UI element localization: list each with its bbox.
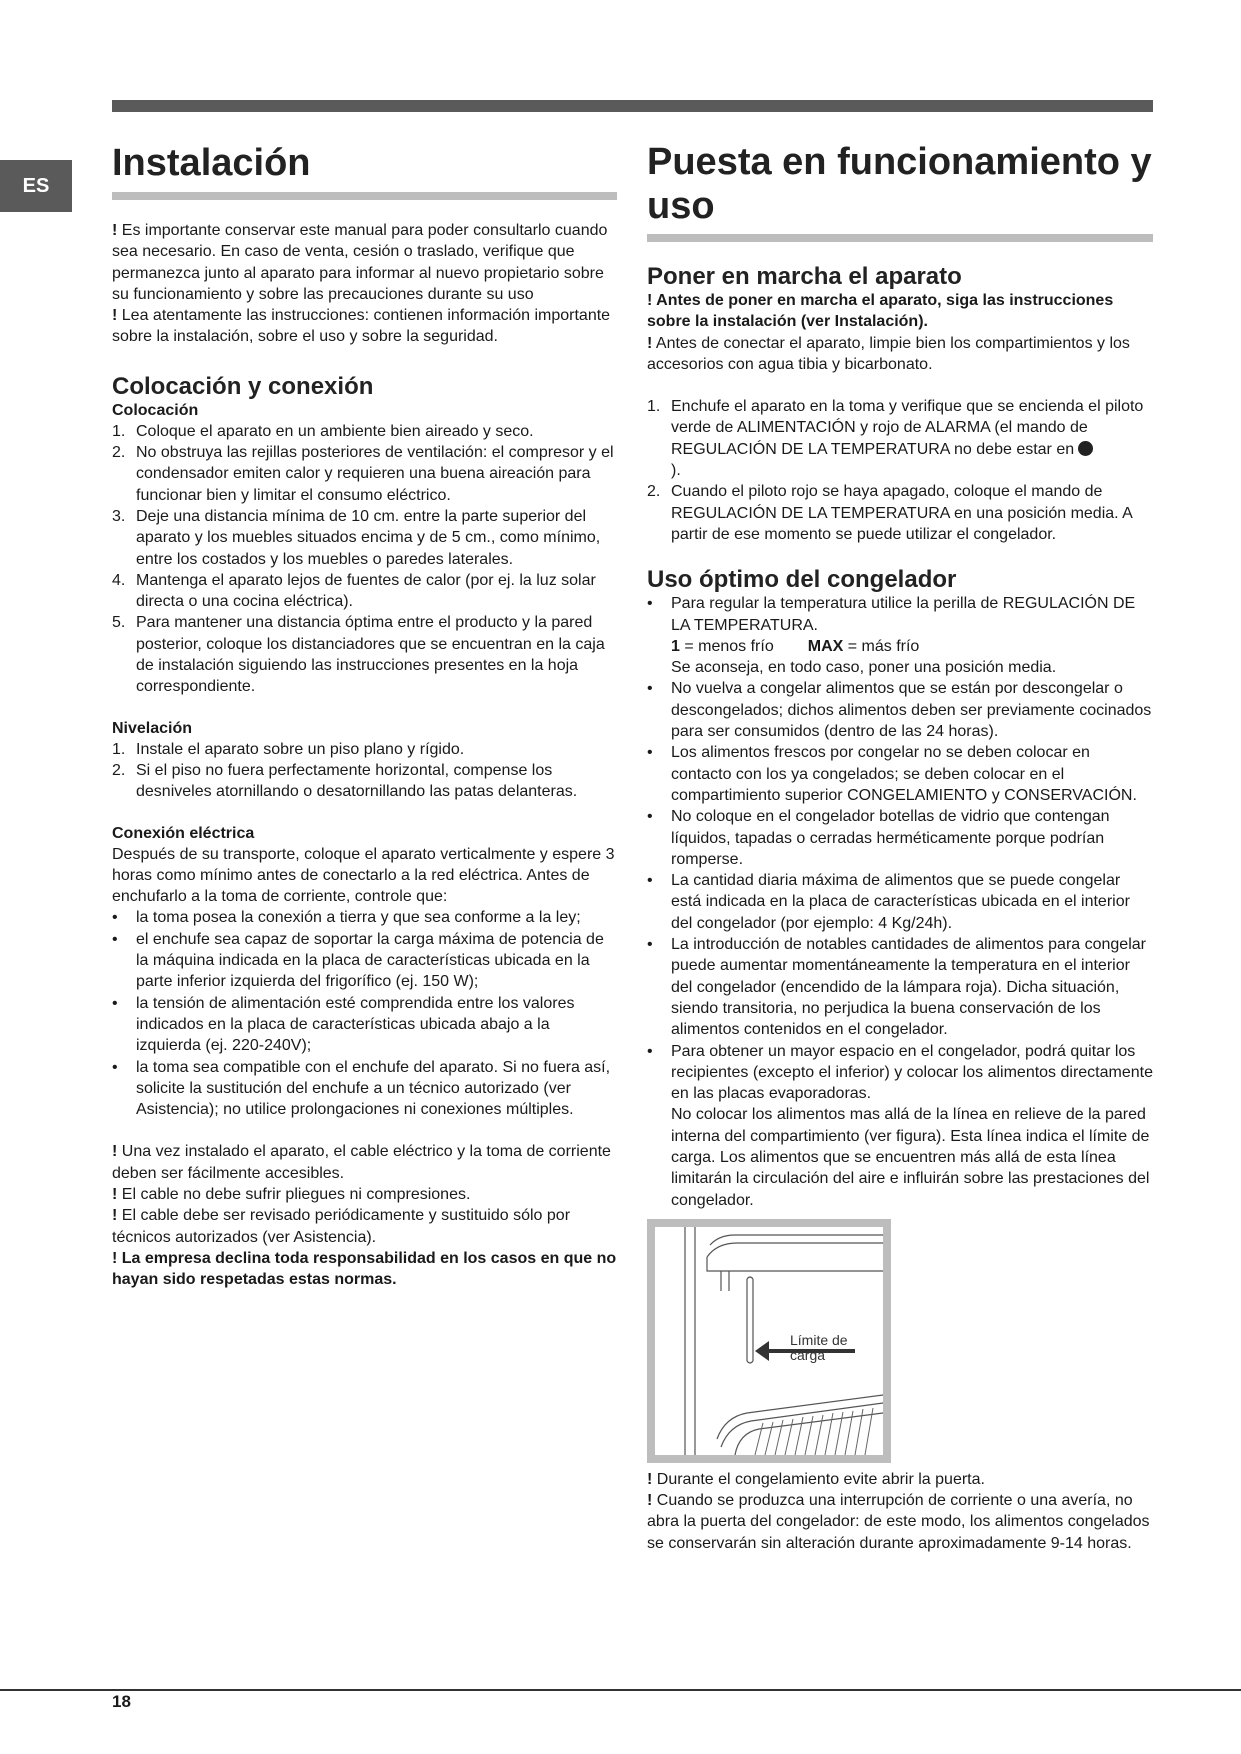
electric-paragraph: Después de su transporte, coloque el aparato verticalmente y espere 3 horas como mínimo antes de conectarlo a la red eléctrica. Antes de enchufarlo a la toma de corriente, controle que:: [112, 845, 615, 906]
freezer-use-list: [647, 593, 1153, 1211]
list-item: 1. Instale el aparato sobre un piso plano y rígido.: [112, 740, 465, 758]
leveling-subtitle: Nivelación: [112, 719, 193, 737]
after-figure-warnings: [647, 1469, 1153, 1554]
list-item: • la toma sea compatible con el enchufe del aparato. Si no fuera así, solicite la sustitución del enchufe a un técnico autorizado (ver Asistencia); no utilice prolongaciones ni conexiones múltiples.: [112, 1058, 611, 1119]
list-item: • el enchufe sea capaz de soportar la carga máxima de potencia de la máquina indicada en la placa de características ubicada en la parte inferior izquierda del frigorífico (ej. 150 W);: [112, 930, 604, 991]
top-rule: [112, 100, 1153, 112]
warnings-block: [112, 1141, 617, 1290]
operation-title: Puesta en funcionamiento y uso: [647, 141, 1152, 227]
list-item: • No vuelva a congelar alimentos que se están por descongelar o descongelados; dichos alimentos deben ser previamente cocinados para ser consumidos (dentro de las 24 horas).: [647, 680, 1152, 741]
electric-subtitle: Conexión eléctrica: [112, 824, 255, 842]
intro-paragraph: ! Es importante conservar este manual para poder consultarlo cuando sea necesario. En caso de venta, cesión o traslado, verifique que permanezca junto al aparato para informar al nuevo propietario sobre su funcionamiento y sobre las precauciones durante su uso: [112, 222, 608, 303]
warning-paragraph: ! El cable debe ser revisado periódicamente y sustituido sólo por técnicos autorizados (ver Asistencia).: [112, 1207, 571, 1246]
list-item: 2. Si el piso no fuera perfectamente horizontal, compense los desniveles atornillando o desatornillando las patas delanteras.: [112, 761, 578, 801]
warning-paragraph: ! Cuando se produzca una interrupción de corriente o una avería, no abra la puerta del congelador: de este modo, los alimentos congelados se conservarán sin alteración durante aproximadamente 9-14 horas.: [647, 1492, 1150, 1552]
list-item: • Para obtener un mayor espacio en el congelador, podrá quitar los recipientes (excepto el inferior) y colocar los alimentos directamente en las placas evaporadoras. No colocar los alimentos mas allá de la línea en relieve de la pared interna del compartimiento (ver figura). Esta línea indica el límite de carga. Los alimentos que se encuentren más allá de esta línea limitarán la circulación del aire e influirán sobre las prestaciones del congelador.: [647, 1042, 1153, 1209]
list-item: 2. Cuando el piloto rojo se haya apagado, coloque el mando de REGULACIÓN DE LA TEMPERATURA en una posición media. A partir de ese momento se puede utilizar el congelador.: [647, 483, 1132, 543]
page-number: 18: [112, 1692, 131, 1711]
list-item: • Los alimentos frescos por congelar no se deben colocar en contacto con los ya congelados; se deben colocar en el compartimiento superior CONGELAMIENTO y CONSERVACIÓN.: [647, 744, 1137, 804]
leveling-list: [112, 739, 617, 803]
start-bold-note: ! Antes de poner en marcha el aparato, siga las instrucciones sobre la instalación (ver Instalación).: [647, 292, 1114, 331]
warning-paragraph: ! Durante el congelamiento evite abrir la puerta.: [647, 1470, 985, 1488]
warning-paragraph: ! Una vez instalado el aparato, el cable eléctrico y la toma de corriente deben ser fácilmente accesibles.: [112, 1143, 611, 1182]
filled-circle-icon: [1078, 441, 1093, 456]
load-limit-figure: [647, 1219, 891, 1463]
liability-warning: ! La empresa declina toda responsabilidad en los casos en que no hayan sido respetadas estas normas.: [112, 1249, 617, 1289]
placement-subtitle: Colocación: [112, 401, 199, 419]
list-item: • Para regular la temperatura utilice la perilla de REGULACIÓN DE LA TEMPERATURA. 1 = menos frío MAX = más frío Se aconseja, en todo caso, poner una posición media.: [647, 595, 1136, 677]
warning-paragraph: ! El cable no debe sufrir pliegues ni compresiones.: [112, 1185, 471, 1203]
list-item: 2. No obstruya las rejillas posteriores de ventilación: el compresor y el condensador emiten calor y requieren una buena aireación para funcionar bien y limitar el consumo eléctrico.: [112, 444, 614, 504]
footer-rule: [0, 1689, 1241, 1691]
list-item: 5. Para mantener una distancia óptima entre el producto y la pared posterior, coloque los distanciadores que se encuentran en la caja de instalación siguiendo las instrucciones presentes en la hoja correspondiente.: [112, 614, 605, 696]
list-item: • No coloque en el congelador botellas de vidrio que contengan líquidos, tapadas o cerradas herméticamente porque podrían romperse.: [647, 808, 1110, 868]
load-limit-label: Límite de carga: [790, 1331, 848, 1363]
title-underline: [647, 234, 1153, 242]
installation-title: Instalación: [112, 142, 311, 184]
start-appliance-title: Poner en marcha el aparato: [647, 263, 962, 290]
freezer-use-title: Uso óptimo del congelador: [647, 566, 957, 594]
list-item: • la toma posea la conexión a tierra y que sea conforme a la ley;: [112, 909, 581, 927]
right-column: [647, 140, 1153, 1554]
intro-paragraph: ! Lea atentamente las instrucciones: contienen información importante sobre la instalación, sobre el uso y sobre la seguridad.: [112, 307, 611, 346]
list-item: • La introducción de notables cantidades de alimentos para congelar puede aumentar momentáneamente la temperatura en el interior del congelador (encendido de la lámpara roja). Dicha situación, siendo transitoria, no perjudica la buena conservación de los alimentos contenidos en el congelador.: [647, 936, 1146, 1039]
start-steps-list: [647, 396, 1153, 545]
list-item: 3. Deje una distancia mínima de 10 cm. entre la parte superior del aparato y los muebles situados encima y de 5 cm., como mínimo, entre los costados y los muebles o paredes laterales.: [112, 507, 601, 568]
list-item: • la tensión de alimentación esté comprendida entre los valores indicados en la placa de características ubicada abajo a la izquierda (ej. 220-240V);: [112, 994, 575, 1055]
intro-block: [112, 220, 617, 348]
list-item: 1. Enchufe el aparato en la toma y verifique que se encienda el piloto verde de ALIMENTACIÓN y rojo de ALARMA (el mando de REGULACIÓN DE LA TEMPERATURA no debe estar en ).: [647, 398, 1144, 480]
list-item: • La cantidad diaria máxima de alimentos que se puede congelar está indicada en la placa de características ubicada en el interior del congelador (por ejemplo: 4 Kg/24h).: [647, 872, 1130, 932]
language-tab: ES: [0, 160, 72, 212]
freezer-compartment-illustration: [655, 1227, 883, 1455]
placement-connection-title: Colocación y conexión: [112, 372, 374, 400]
placement-list: [112, 421, 617, 698]
title-underline: [112, 192, 617, 200]
left-column: [112, 140, 617, 1290]
list-item: 4. Mantenga el aparato lejos de fuentes de calor (por ej. la luz solar directa o una cocina eléctrica).: [112, 571, 596, 611]
electric-checklist: [112, 907, 617, 1120]
start-note: ! Antes de conectar el aparato, limpie bien los compartimientos y los accesorios con agua tibia y bicarbonato.: [647, 334, 1130, 373]
figure-drawing: [655, 1227, 883, 1455]
list-item: 1. Coloque el aparato en un ambiente bien aireado y seco.: [112, 422, 534, 440]
